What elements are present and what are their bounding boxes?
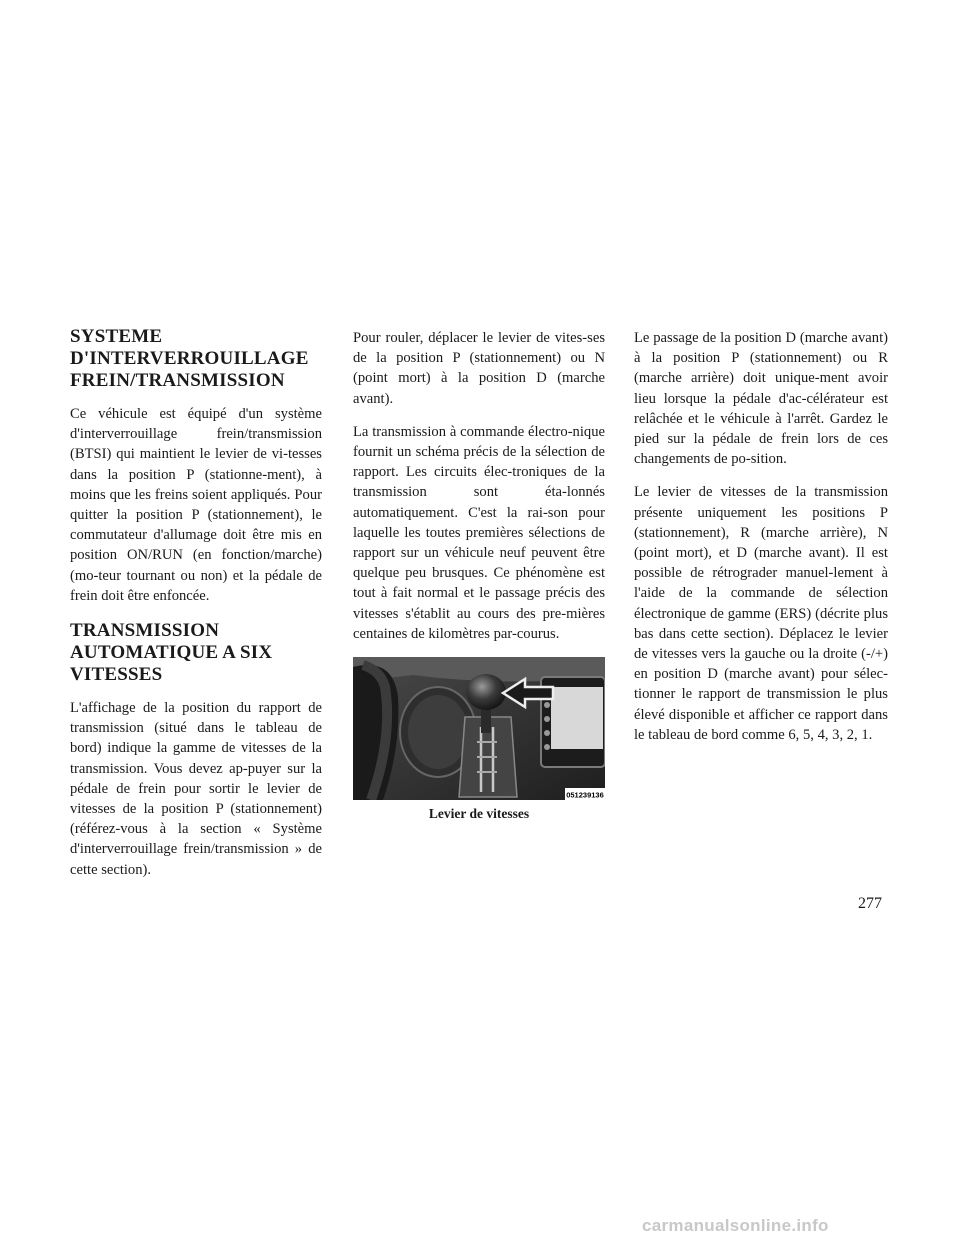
figure-code-label: 051239136 [566,790,604,800]
figure-gear-lever [353,657,605,822]
paragraph-gear-positions: Le levier de vitesses de la transmission présente uniquement les positions P (stationnement), R (marche arrière), N (point mort), et D (marche avant). Il est possible de rétrograder manuel-lement à l'aide de la commande de sélection électronique de gamme (ERS) (décrite plus bas dans cette section). Déplacez le levier de vitesses vers la gauche ou la droite (-/+) en position D (marche avant) pour sélec-tionner le rapport de transmission le plus élevé disponible et afficher ce rapport dans le tableau de bord comme 6, 5, 4, 3, 2, 1. [634,484,888,743]
column-right [634,328,888,758]
page-number: 277 [858,895,882,912]
paragraph-driving: Pour rouler, déplacer le levier de vites-ses de la position P (stationnement) ou N (point mort) à la position D (marche avant). [353,330,605,407]
paragraph-shift-d-to-p: Le passage de la position D (marche avant) à la position P (stationnement) ou R (marche arrière) doit unique-ment avoir lieu lorsque la pédale d'ac-célérateur est relâchée et le véhicule à l'arrêt. Gardez le pied sur la pédale de frein lors de ces changements de po-sition. [634,330,888,468]
paragraph-electronic-control: La transmission à commande électro-nique fournit un schéma précis de la sélection de rapport. Les circuits élec-troniques de la transmission sont éta-lonnés automatiquement. C'est la rai-son pour laquelle les toutes premières sélections de rapport sur un véhicule neuf peuvent être quelque peu brusques. Ce phénomène est tout à fait normal et le passage précis des vitesses s'établit au cours des pre-mières centaines de kilomètres par-courus. [353,423,605,642]
heading-six-speed: TRANSMISSION AUTOMATIQUE A SIX VITESSES [70,620,273,686]
paragraph-btsi: Ce véhicule est équipé d'un système d'interverrouillage frein/transmission (BTSI) qui maintient le levier de vi-tesses dans la position P (stationne-ment), à moins que les freins soient appliqués. Pour quitter la position P (stationnement), le commutateur d'allumage doit être mis en position ON/RUN (en fonction/marche) (mo-teur tournant ou non) et la pédale de frein doit être enfoncée. [70,406,322,604]
figure-caption: Levier de vitesses [428,806,530,822]
paragraph-gear-display: L'affichage de la position du rapport de transmission (situé dans le tableau de bord) indique la gamme de vitesses de la transmission. Vous devez ap-puyer sur la pédale de frein pour sortir le levier de vitesses de la position P (stationnement) (référez-vous à la section « Système d'interverrouillage frein/transmission » de cette section). [70,700,322,878]
gear-lever-photo [353,657,605,800]
column-left [70,326,322,893]
watermark-text: carmanualsonline.info [642,1216,829,1235]
column-middle [353,328,605,822]
heading-brake-interlock: SYSTEME D'INTERVERROUILLAGE FREIN/TRANSMISSION [70,326,309,391]
